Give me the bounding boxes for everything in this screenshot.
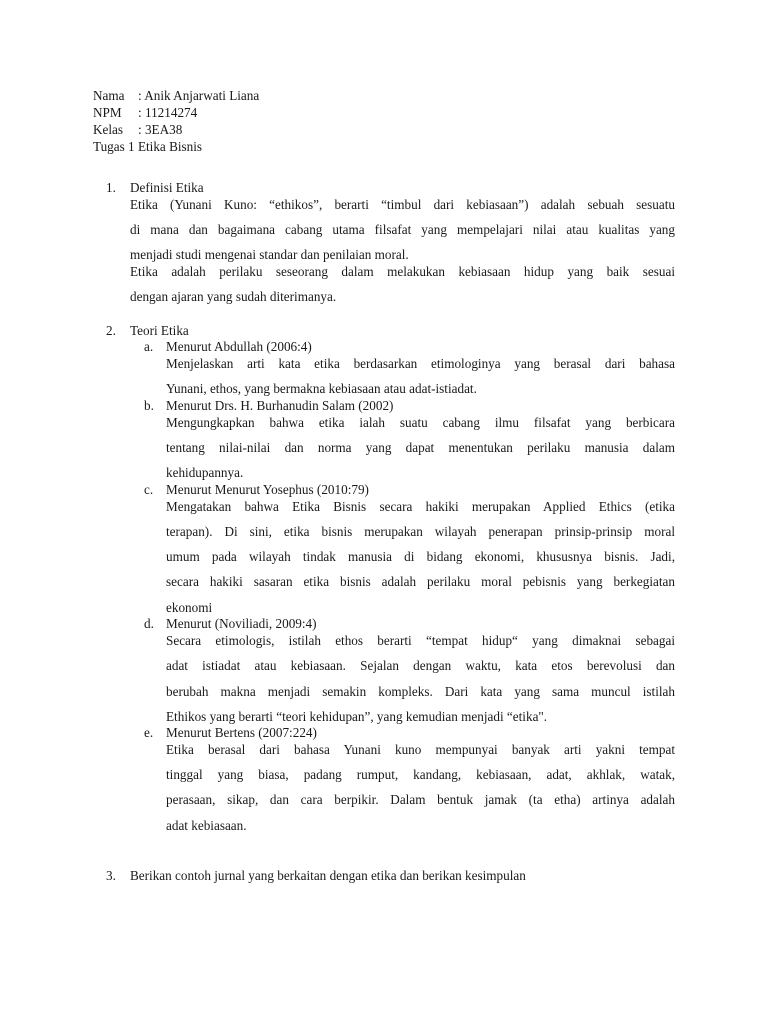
class-value: : 3EA38 [138,122,183,137]
section-title: Definisi Etika [130,180,204,195]
item-letter: e. [144,725,154,740]
item-line: Secara etimologis, istilah ethos berarti “tempat hidup“ yang dimaknai sebagai [166,633,675,648]
item-line: Yunani, ethos, yang bermakna kebiasaan atau adat-istiadat. [166,381,477,396]
item-letter: d. [144,616,154,631]
item-line: Mengungkapkan bahwa etika ialah suatu cabang ilmu filsafat yang berbicara [166,415,675,430]
item-line: berubah makna menjadi semakin kompleks. Dari kata yang sama muncul istilah [166,684,675,699]
section-number: 1. [106,180,116,195]
npm-label: NPM [93,105,122,120]
item-line: Etika berasal dari bahasa Yunani kuno mempunyai banyak arti yakni tempat [166,742,675,757]
item-line: tinggal yang biasa, padang rumput, kandang, kebiasaan, adat, akhlak, watak, [166,767,675,782]
section-number: 3. [106,868,116,883]
paragraph-line: Etika adalah perilaku seseorang dalam melakukan kebiasaan hidup yang baik sesuai [130,264,675,279]
item-letter: b. [144,398,154,413]
name-label: Nama [93,88,125,103]
section-title: Teori Etika [130,323,189,338]
name-value: : Anik Anjarwati Liana [138,88,260,103]
item-line: Ethikos yang berarti “teori kehidupan”, yang kemudian menjadi “etika". [166,709,548,724]
paragraph-line: Etika (Yunani Kuno: “ethikos”, berarti “timbul dari kebiasaan”) adalah sebuah sesuatu [130,197,675,212]
section-title: Berikan contoh jurnal yang berkaitan dengan etika dan berikan kesimpulan [130,868,526,883]
item-line: adat kebiasaan. [166,818,247,833]
class-label: Kelas [93,122,124,137]
item-heading: Menurut Bertens (2007:224) [166,725,317,740]
paragraph-line: menjadi studi mengenai standar dan penilaian moral. [130,247,409,262]
item-line: secara hakiki sasaran etika bisnis adalah perilaku moral pebisnis yang berkegiatan [166,574,675,589]
item-line: perasaan, sikap, dan cara berpikir. Dalam bentuk jamak (ta etha) artinya adalah [166,792,675,807]
item-line: terapan). Di sini, etika bisnis merupakan wilayah penerapan prinsip-prinsip moral [166,524,675,539]
item-line: adat istiadat atau kebiasaan. Sejalan dengan waktu, kata etos berevolusi dan [166,658,675,673]
section-number: 2. [106,323,116,338]
item-letter: a. [144,339,154,354]
item-heading: Menurut Abdullah (2006:4) [166,339,312,354]
item-heading: Menurut (Noviliadi, 2009:4) [166,616,317,631]
item-line: ekonomi [166,600,213,615]
paragraph-line: di mana dan bagaimana cabang utama filsafat yang mempelajari nilai atau kualitas yang [130,222,675,237]
item-line: Menjelaskan arti kata etika berdasarkan etimologinya yang berasal dari bahasa [166,356,675,371]
item-heading: Menurut Drs. H. Burhanudin Salam (2002) [166,398,394,413]
item-heading: Menurut Menurut Yosephus (2010:79) [166,482,369,497]
npm-value: : 11214274 [138,105,198,120]
task-title: Tugas 1 Etika Bisnis [93,139,203,154]
item-line: tentang nilai-nilai dan norma yang dapat menentukan perilaku manusia dalam [166,440,675,455]
item-line: umum pada wilayah tindak manusia di bidang ekonomi, khususnya bisnis. Jadi, [166,549,675,564]
item-letter: c. [144,482,154,497]
item-line: kehidupannya. [166,465,244,480]
item-line: Mengatakan bahwa Etika Bisnis secara hakiki merupakan Applied Ethics (etika [166,499,675,514]
paragraph-line: dengan ajaran yang sudah diterimanya. [130,289,337,304]
